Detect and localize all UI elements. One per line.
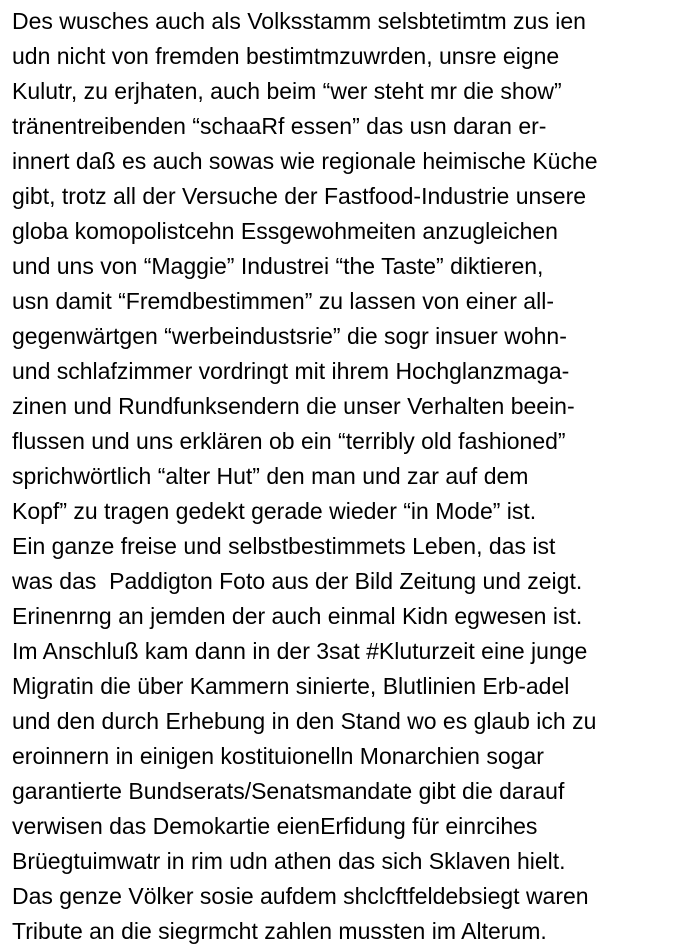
text-line: Kopf” zu tragen gedekt gerade wieder “in Mode” ist.: [12, 498, 537, 524]
text-line: innert daß es auch sowas wie regionale heimische Küche: [12, 148, 598, 174]
text-line: gegenwärtgen “werbeindustsrie” die sogr insuer wohn-: [12, 323, 567, 349]
text-line: was das Paddigton Foto aus der Bild Zeitung und zeigt.: [12, 568, 583, 594]
text-line: Migratin die über Kammern sinierte, Blutlinien Erb-adel: [12, 673, 570, 699]
text-line: usn damit “Fremdbestimmen” zu lassen von einer all-: [12, 288, 554, 314]
text-line: udn nicht von fremden bestimtmzuwrden, unsre eigne: [12, 43, 560, 69]
text-line: Das genze Völker sosie aufdem shclcftfeldebsiegt waren: [12, 883, 589, 909]
text-line: sprichwörtlich “alter Hut” den man und zar auf dem: [12, 463, 529, 489]
text-line: Erinenrng an jemden der auch einmal Kidn egwesen ist.: [12, 603, 583, 629]
text-line: flussen und uns erklären ob ein “terribly old fashioned”: [12, 428, 566, 454]
text-line: garantierte Bundserats/Senatsmandate gibt die darauf: [12, 778, 565, 804]
text-line: und uns von “Maggie” Industrei “the Taste” diktieren,: [12, 253, 544, 279]
text-line: und den durch Erhebung in den Stand wo es glaub ich zu: [12, 708, 597, 734]
text-line: Des wusches auch als Volksstamm selsbtetimtm zus ien: [12, 8, 586, 34]
text-line: gibt, trotz all der Versuche der Fastfood-Industrie unsere: [12, 183, 587, 209]
text-line: Brüegtuimwatr in rim udn athen das sich Sklaven hielt.: [12, 848, 566, 874]
text-line: zinen und Rundfunksendern die unser Verhalten beein-: [12, 393, 575, 419]
text-line: und schlafzimmer vordringt mit ihrem Hochglanzmaga-: [12, 358, 570, 384]
text-line: eroinnern in einigen kostituionelln Monarchien sogar: [12, 743, 544, 769]
text-line: tränentreibenden “schaaRf essen” das usn daran er-: [12, 113, 547, 139]
text-line: globa komopolistcehn Essgewohmeiten anzugleichen: [12, 218, 558, 244]
text-line: Im Anschluß kam dann in der 3sat #Kluturzeit eine junge: [12, 638, 588, 664]
text-line: Kulutr, zu erjhaten, auch beim “wer steht mr die show”: [12, 78, 562, 104]
text-line: verwisen das Demokartie eienErfidung für einrcihes: [12, 813, 538, 839]
text-line: Ein ganze freise und selbstbestimmets Leben, das ist: [12, 533, 556, 559]
body-text: [12, 4, 680, 949]
text-line: Tribute an die siegrmcht zahlen mussten im Alterum.: [12, 918, 547, 944]
